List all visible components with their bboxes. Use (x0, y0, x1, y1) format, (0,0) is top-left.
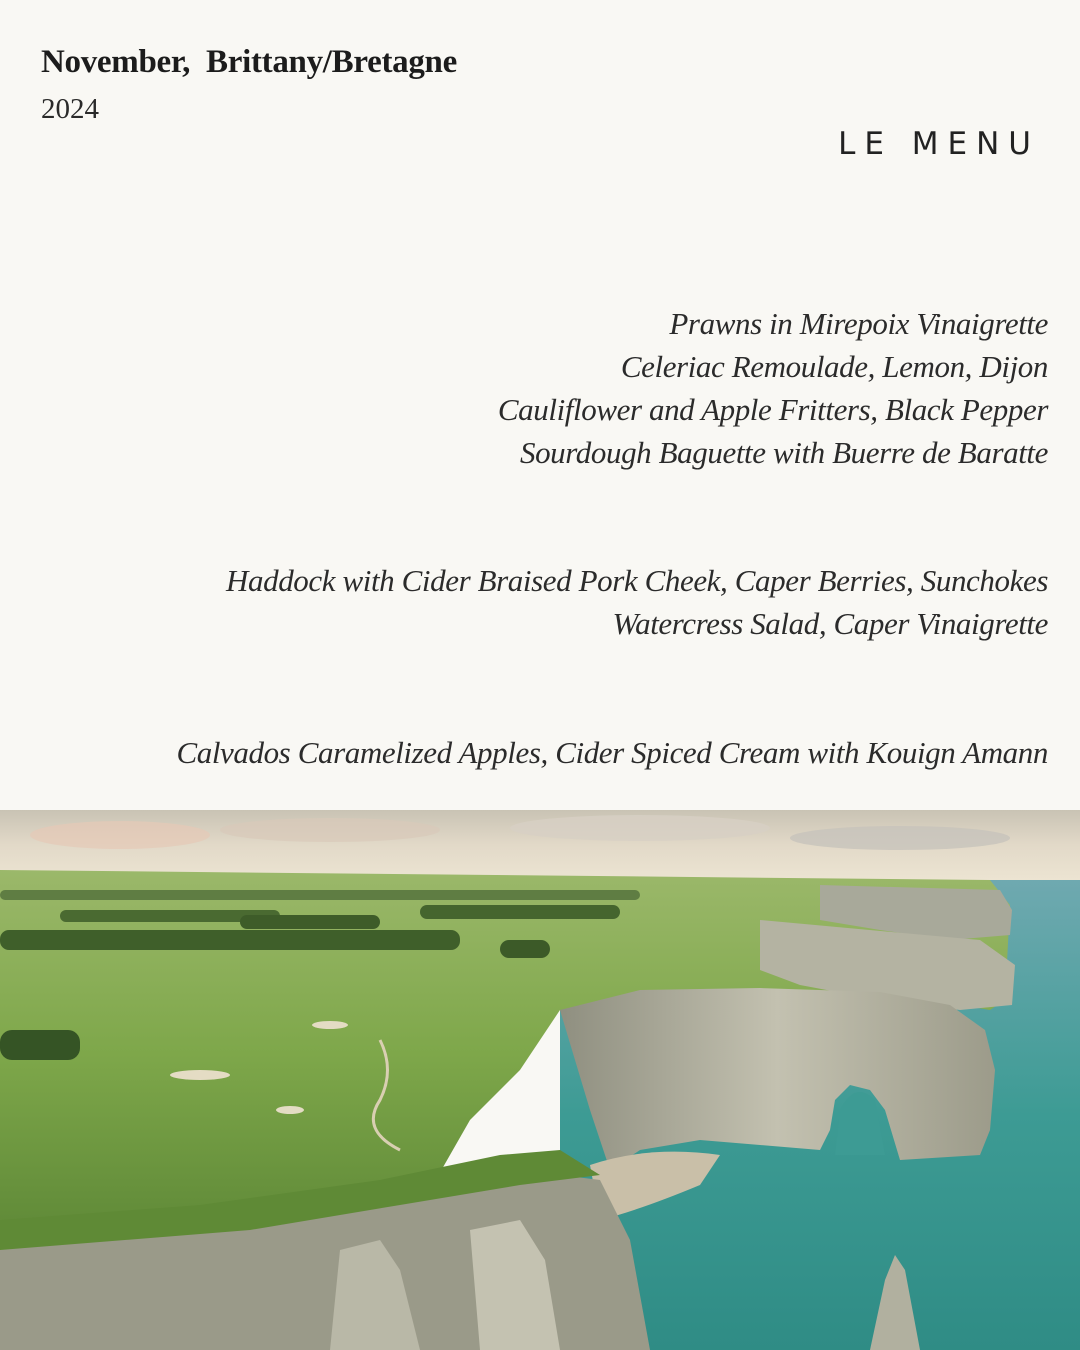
course-dessert (176, 731, 1048, 774)
menu-item: Sourdough Baguette with Buerre de Baratte (519, 435, 1048, 470)
menu-item: Calvados Caramelized Apples, Cider Spiced Cream with Kouign Amann (176, 735, 1048, 770)
menu-item: Haddock with Cider Braised Pork Cheek, Caper Berries, Sunchokes (226, 563, 1048, 598)
course-starters (498, 302, 1048, 474)
header-place-date: November, Brittany/Bretagne (41, 44, 457, 80)
coastal-cliffs-photo (0, 810, 1080, 1350)
menu-item: Prawns in Mirepoix Vinaigrette (669, 306, 1048, 341)
menu-item: Cauliflower and Apple Fritters, Black Pepper (497, 392, 1048, 427)
course-main (226, 559, 1048, 645)
menu-title: LE MENU (838, 126, 1040, 162)
menu-item: Celeriac Remoulade, Lemon, Dijon (620, 349, 1048, 384)
header-year: 2024 (41, 93, 99, 125)
menu-item: Watercress Salad, Caper Vinaigrette (612, 606, 1048, 641)
